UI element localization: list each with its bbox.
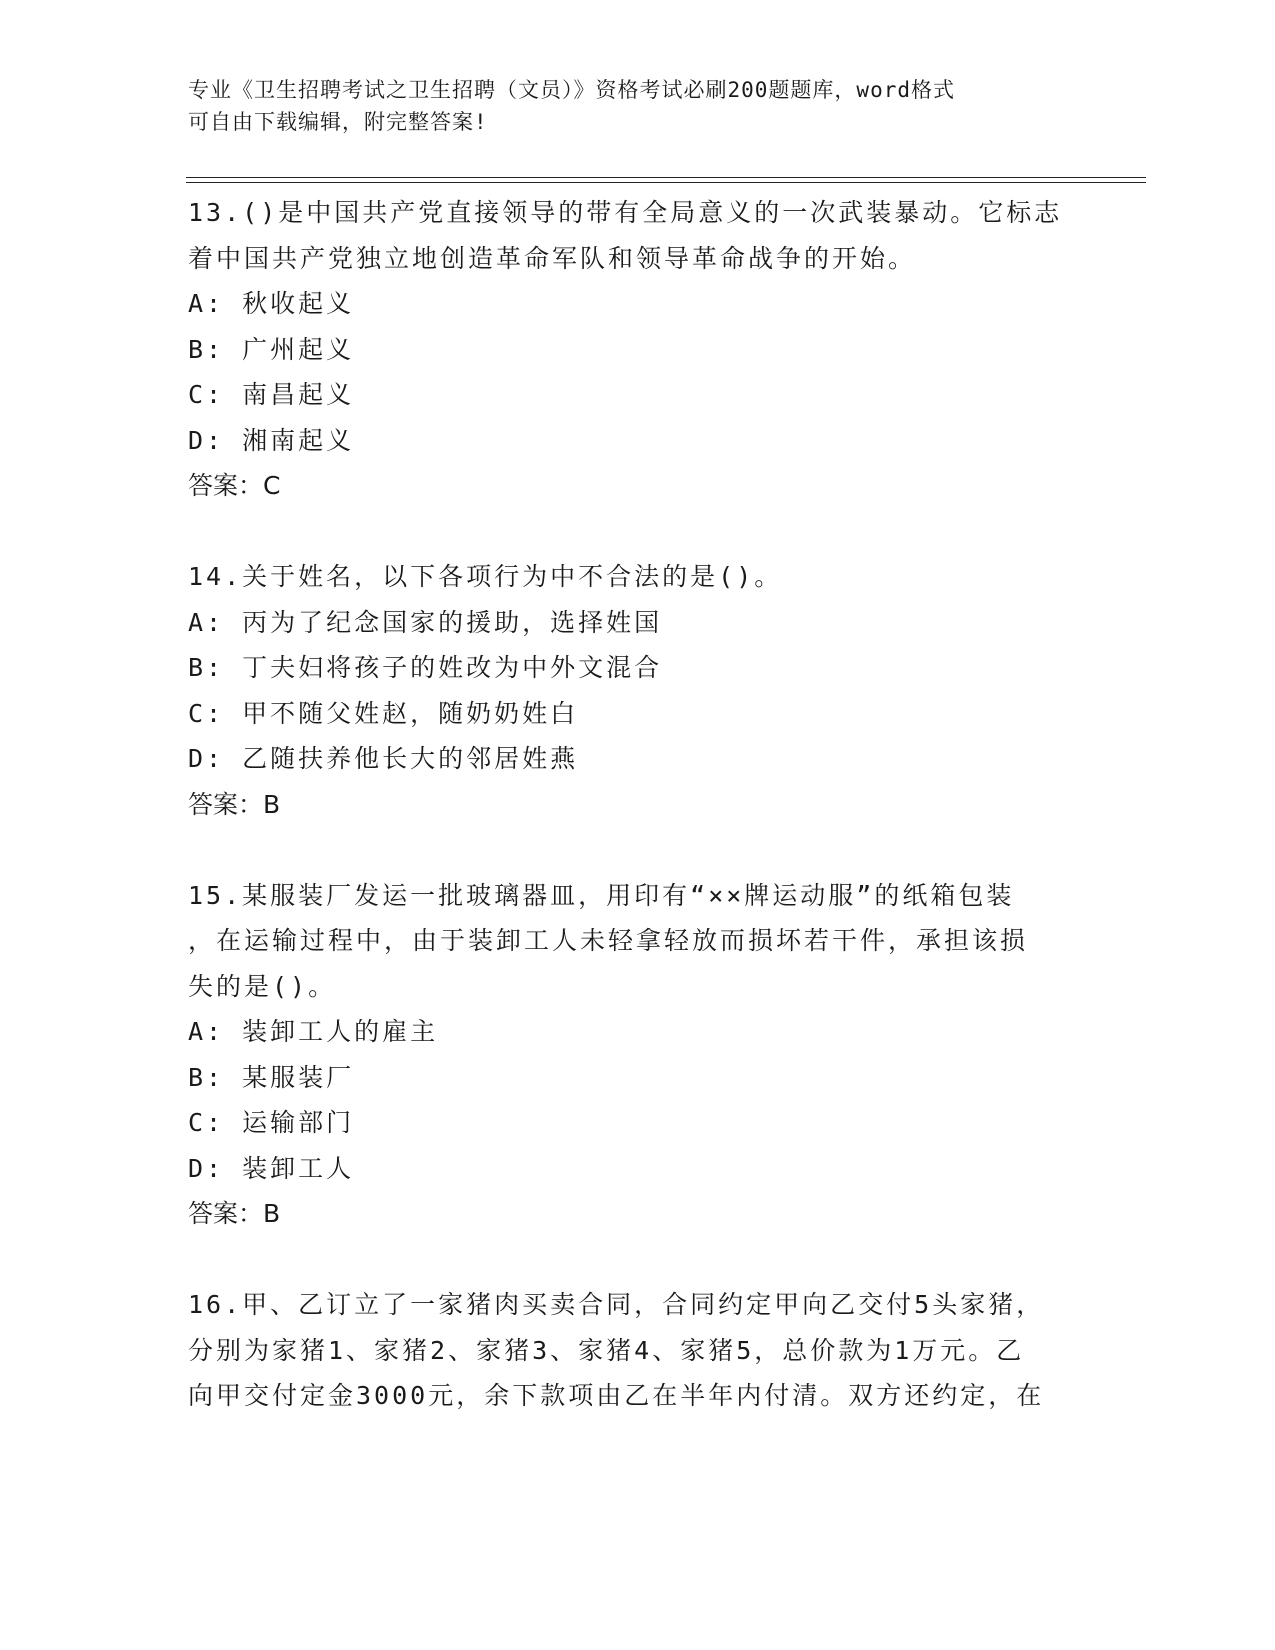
header-line-1: 专业《卫生招聘考试之卫生招聘（文员）》资格考试必刷200题题库，word格式 [188,78,955,102]
option-b: B: 某服装厂 [188,1062,355,1092]
option-b: B: 丁夫妇将孩子的姓改为中外文混合 [188,653,663,682]
option-c: C: 运输部门 [188,1108,355,1137]
question-stem-line: ，在运输过程中，由于装卸工人未轻拿轻放而损坏若干件，承担该损 [188,926,1029,955]
question-stem-line: 14.关于姓名，以下各项行为中不合法的是()。 [188,562,783,591]
question-list [188,190,1078,1419]
question-spacer [188,827,1078,873]
header-divider-top [186,177,1146,178]
option-a: A: 丙为了纪念国家的援助，选择姓国 [188,607,663,637]
option-a: A: 秋收起义 [188,289,355,318]
question-14 [188,554,1078,827]
option-c: C: 南昌起义 [188,380,355,409]
option-c: C: 甲不随父姓赵，随奶奶姓白 [188,698,579,728]
question-stem-line: 16.甲、乙订立了一家猪肉买卖合同，合同约定甲向乙交付5头家猪， [188,1290,1045,1319]
option-a: A: 装卸工人的雇主 [188,1017,439,1046]
answer: 答案：B [188,1199,281,1228]
question-stem-line: 分别为家猪1、家猪2、家猪3、家猪4、家猪5，总价款为1万元。乙 [188,1335,1025,1365]
question-stem-line: 向甲交付定金3000元，余下款项由乙在半年内付清。双方还约定，在 [188,1381,1045,1410]
question-stem-line: 13.()是中国共产党直接领导的带有全局意义的一次武装暴动。它标志 [188,198,1063,227]
answer: 答案：B [188,789,281,819]
question-13 [188,190,1078,509]
option-d: D: 湘南起义 [188,425,355,455]
answer: 答案：C [188,471,281,500]
question-stem-line: 着中国共产党独立地创造革命军队和领导革命战争的开始。 [188,243,917,273]
document-header [188,74,1068,138]
header-line-2: 可自由下载编辑，附完整答案! [188,110,488,134]
header-divider-bottom [186,182,1146,183]
question-spacer [188,509,1078,555]
question-spacer [188,1237,1078,1283]
question-15 [188,873,1078,1237]
question-16 [188,1282,1078,1419]
option-b: B: 广州起义 [188,334,355,364]
question-stem-line: 15.某服装厂发运一批玻璃器皿，用印有“××牌运动服”的纸箱包装 [188,880,1015,910]
question-stem-line: 失的是()。 [188,971,337,1001]
option-d: D: 乙随扶养他长大的邻居姓燕 [188,744,579,773]
option-d: D: 装卸工人 [188,1153,355,1183]
